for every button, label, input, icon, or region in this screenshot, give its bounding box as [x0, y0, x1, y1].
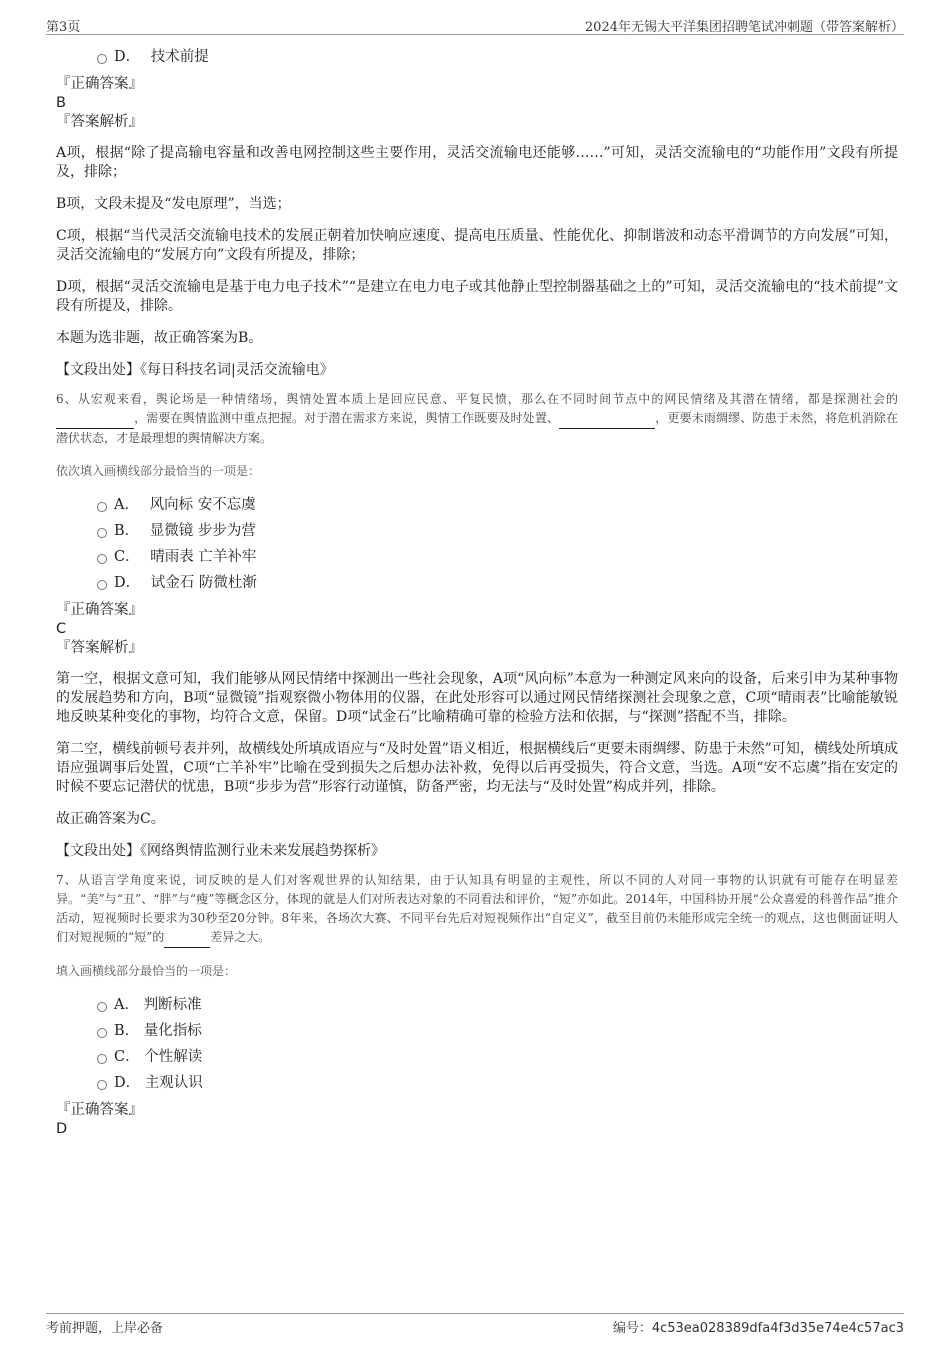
- q6-answer: C: [56, 621, 67, 637]
- radio-icon[interactable]: [97, 528, 107, 538]
- radio-icon[interactable]: [97, 1054, 107, 1064]
- q7-option-a[interactable]: [56, 992, 898, 1018]
- q7-stem-part1: 7、从语言学角度来说，词反映的是人们对客观世界的认知结果，由于认知具有明显的主观性，所以不同的人对同一事物的认识就有可能存在明显差异。“美”与“丑”、“胖”与“瘦”等概念区分，体现的就是人们对所表达对象的不同看法和评价，“短”亦如此。2014年，中国科协开展“公众喜爱的科普作品”推介活动，短视频时长要求为30秒至20分钟。8年来，各场次大赛、不同平台先后对短视频作出“自定义”，截至目前仍未能形成完全统一的观点，这也侧面证明人们对短视频的“短”的: [56, 873, 898, 944]
- q7-option-c[interactable]: [56, 1044, 898, 1070]
- radio-icon[interactable]: [97, 580, 107, 590]
- option-text: 晴雨表 亡羊补牢: [150, 549, 257, 565]
- q7-option-d[interactable]: [56, 1070, 898, 1096]
- page-header: [46, 14, 904, 35]
- radio-icon[interactable]: [97, 502, 107, 512]
- q7-stem-part2: 差异之大。: [210, 930, 271, 944]
- q6-option-b[interactable]: [56, 518, 898, 544]
- option-letter: A．: [114, 497, 139, 513]
- serial-number: 4c53ea028389dfa4f3d35e74e4c57ac3: [651, 1321, 904, 1336]
- q6-analysis-label: 『答案解析』: [56, 640, 143, 656]
- q7-options: [56, 992, 898, 1096]
- q7-answer-label: 『正确答案』: [56, 1102, 143, 1118]
- radio-icon[interactable]: [97, 1028, 107, 1038]
- q7-blank: [164, 928, 210, 948]
- q5-analysis-a: A项，根据“除了提高输电容量和改善电网控制这些主要作用，灵活交流输电还能够……”可知，灵活交流输电的“功能作用”文段有所提及，排除；: [56, 145, 898, 180]
- q6-answer-label: 『正确答案』: [56, 602, 143, 618]
- option-text: 量化指标: [143, 1023, 202, 1039]
- q5-analysis-d: D项，根据“灵活交流输电是基于电力电子技术”“是建立在电力电子或其他静止型控制器基础之上的”可知，灵活交流输电的“技术前提”文段有所提及，排除。: [56, 279, 898, 314]
- q7-option-b[interactable]: [56, 1018, 898, 1044]
- q6-option-a[interactable]: [56, 492, 898, 518]
- option-letter: D．: [114, 49, 141, 65]
- option-letter: A．: [114, 997, 139, 1013]
- q7-prompt: 填入画横线部分最恰当的一项是：: [56, 964, 237, 978]
- q5-conclusion: 本题为选非题，故正确答案为B。: [56, 330, 263, 346]
- page-number: 第3页: [46, 20, 81, 35]
- q6-conclusion: 故正确答案为C。: [56, 811, 165, 827]
- q6-option-c[interactable]: [56, 544, 898, 570]
- option-text: 主观认识: [144, 1075, 203, 1091]
- q6-options: [56, 492, 898, 596]
- q5-analysis-b: B项，文段未提及“发电原理”，当选；: [56, 196, 291, 212]
- option-text: 风向标 安不忘虞: [149, 497, 256, 513]
- option-text: 显微镜 步步为营: [149, 523, 256, 539]
- q5-answer: B: [56, 95, 66, 111]
- q5-analysis-label: 『答案解析』: [56, 114, 143, 130]
- option-letter: B．: [114, 1023, 140, 1039]
- q6-stem-part3: ，更要未雨绸缪、防患于未然，将危机消除在潜伏状态，才是最理想的舆情解决方案。: [56, 411, 898, 445]
- q5-option-d[interactable]: [56, 44, 898, 70]
- radio-icon[interactable]: [97, 554, 107, 564]
- q7-stem: [56, 871, 898, 948]
- radio-icon[interactable]: [97, 1002, 107, 1012]
- q6-option-d[interactable]: [56, 570, 898, 596]
- option-text: 试金石 防微杜渐: [150, 575, 257, 591]
- option-letter: D．: [114, 575, 141, 591]
- option-letter: C．: [114, 1049, 140, 1065]
- page-footer: [46, 1313, 904, 1338]
- q5-answer-label: 『正确答案』: [56, 76, 143, 92]
- radio-icon[interactable]: [97, 54, 107, 64]
- q6-blank-1: [56, 409, 134, 429]
- serial-label: 编号：: [612, 1321, 652, 1336]
- q6-source: 【文段出处】《网络舆情监测行业未来发展趋势探析》: [56, 843, 385, 859]
- q6-stem-part1: 6、从宏观来看，舆论场是一种情绪场，舆情处置本质上是回应民意、平复民愤，那么在不同时间节点中的网民情绪及其潜在情绪，都是探测社会的: [56, 392, 898, 406]
- footer-slogan: 考前押题，上岸必备: [46, 1321, 164, 1336]
- option-letter: C．: [114, 549, 140, 565]
- q6-stem: [56, 390, 898, 448]
- q5-source: 【文段出处】《每日科技名词|灵活交流输电》: [56, 362, 334, 378]
- footer-serial: [613, 1317, 904, 1336]
- document-title: 2024年无锡大平洋集团招聘笔试冲刺题（带答案解析）: [584, 20, 904, 35]
- option-letter: B．: [114, 523, 140, 539]
- option-text: 判断标准: [143, 997, 202, 1013]
- option-text: 技术前提: [150, 49, 209, 65]
- q6-blank-2: [559, 409, 655, 429]
- q6-prompt: 依次填入画横线部分最恰当的一项是：: [56, 464, 261, 478]
- option-letter: D．: [114, 1075, 141, 1091]
- q7-answer: D: [56, 1121, 68, 1137]
- q5-analysis-c: C项，根据“当代灵活交流输电技术的发展正朝着加快响应速度、提高电压质量、性能优化、抑制谐波和动态平滑调节的方向发展”可知，灵活交流输电的“发展方向”文段有所提及，排除；: [56, 228, 898, 263]
- q6-analysis-first: 第一空，根据文意可知，我们能够从网民情绪中探测出一些社会现象，A项“风向标”本意为一种测定风来向的设备，后来引申为某种事物的发展趋势和方向，B项“显微镜”指观察微小物体用的仪器，在此处形容可以通过网民情绪探测社会现象之意，C项“晴雨表”比喻能敏锐地反映某种变化的事物，均符合文意，保留。D项“试金石”比喻精确可靠的检验方法和依据，与“探测”搭配不当，排除。: [56, 671, 898, 725]
- q6-stem-part2: ，需要在舆情监测中重点把握。对于潜在需求方来说，舆情工作既要及时处置、: [134, 411, 560, 425]
- page-content: [56, 44, 898, 1138]
- q5-options: [56, 44, 898, 70]
- option-text: 个性解读: [144, 1049, 203, 1065]
- q6-analysis-second: 第二空，横线前顿号表并列，故横线处所填成语应与“及时处置”语义相近，根据横线后“更要未雨绸缪、防患于未然”可知，横线处所填成语应强调事后处置，C项“亡羊补牢”比喻在受到损失之后想办法补救，免得以后再受损失，符合文意，当选。A项“安不忘虞”指在安定的时候不要忘记潜伏的忧患，B项“步步为营”形容行动谨慎，防备严密，均无法与“及时处置”构成并列，排除。: [56, 741, 898, 795]
- radio-icon[interactable]: [97, 1080, 107, 1090]
